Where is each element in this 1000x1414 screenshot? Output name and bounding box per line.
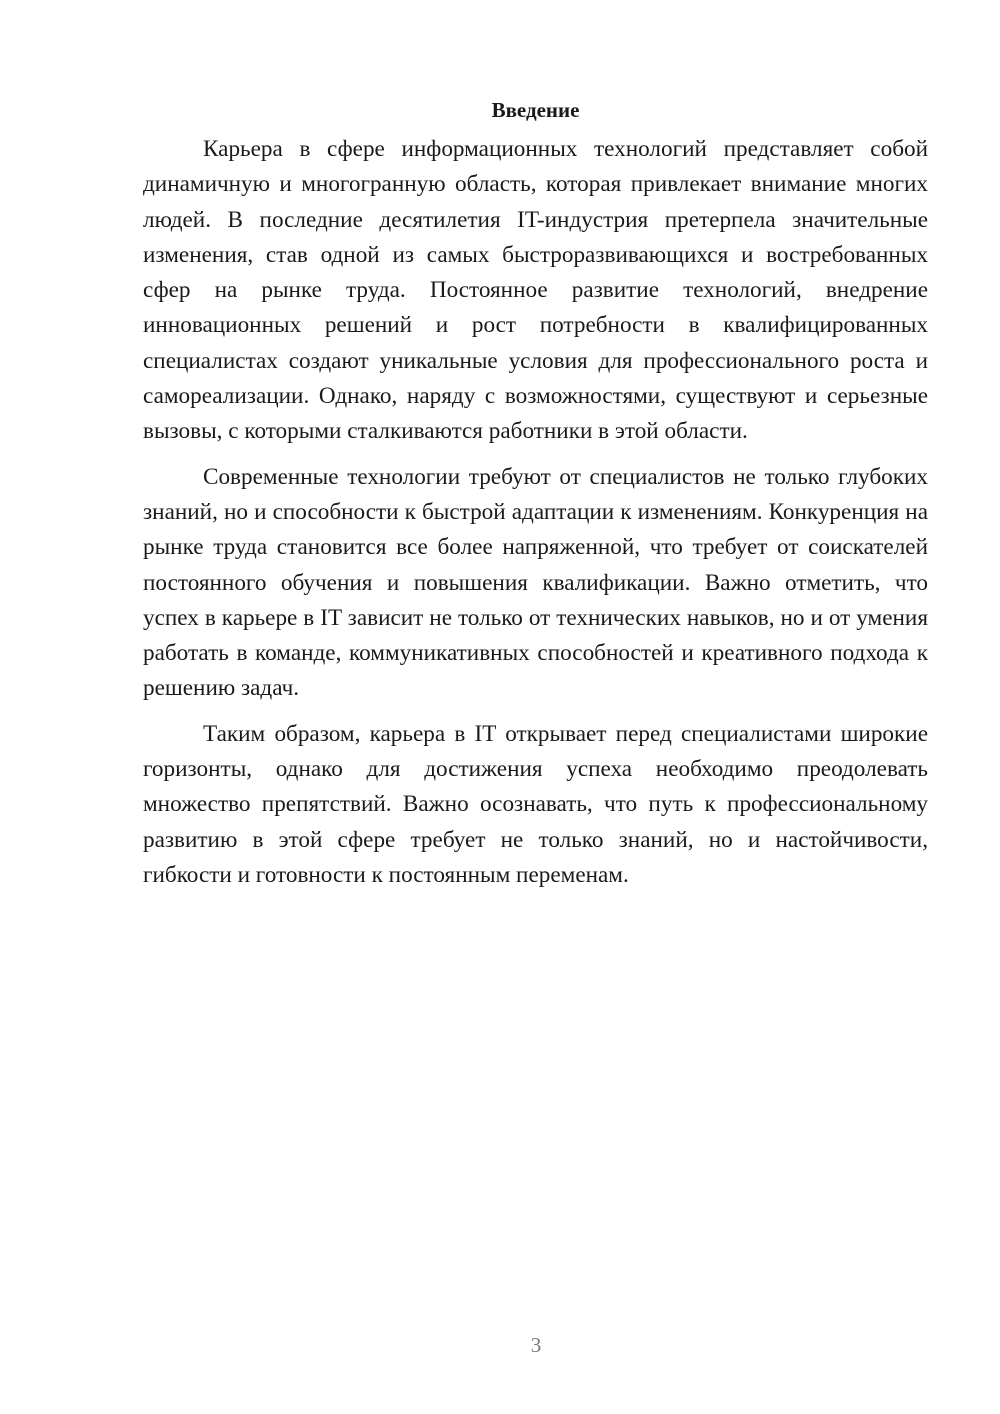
paragraph-3: Таким образом, карьера в IT открывает перед специалистами широкие горизонты, однако для достижения успеха необходимо преодолевать множество препятствий. Важно осознавать, что путь к профессиональному развитию в этой сфере требует не только знаний, но и настойчивости, гибкости и готовности к постоянным переменам. [143, 720, 928, 888]
paragraph-1: Карьера в сфере информационных технологий представляет собой динамичную и многогранную область, которая привлекает внимание многих людей. В последние десятилетия IT-индустрия претерпела значительные изменения, став одной из самых быстроразвивающихся и востребованных сфер на рынке труда. Постоянное развитие технологий, внедрение инновационных решений и рост потребности в квалифицированных специалистах создают уникальные условия для профессионального роста и самореализации. Однако, наряду с возможностями, существуют и серьезные вызовы, с которыми сталкиваются работники в этой области. [143, 136, 928, 445]
section-title: Введение [491, 98, 580, 122]
page-content [143, 92, 928, 903]
paragraph-2: Современные технологии требуют от специалистов не только глубоких знаний, но и способности к быстрой адаптации к изменениям. Конкуренция на рынке труда становится все более напряженной, что требует от соискателей постоянного обучения и повышения квалификации. Важно отметить, что успех в карьере в IT зависит не только от технических навыков, но и от умения работать в команде, коммуникативных способностей и креативного подхода к решению задач. [143, 463, 928, 702]
page-number: 3 [530, 1333, 542, 1357]
